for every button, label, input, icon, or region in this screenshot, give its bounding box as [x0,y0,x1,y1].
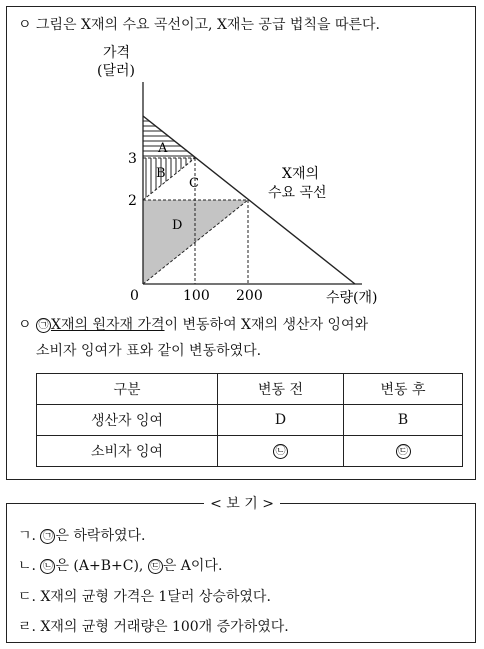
option-marker: ㄷ. [18,589,36,605]
y-tick-3: 3 [128,151,137,167]
y-axis-label-2: (달러) [97,63,135,79]
option-marker: ㄹ. [18,619,36,635]
table-cell [218,436,344,467]
bogi-option-d [18,616,289,636]
table-cell: D [218,405,344,436]
table-header-row [37,374,463,405]
table-row [37,405,463,436]
bogi-title: < 보 기 > [0,493,484,513]
y-axis-label-1: 가격 [103,45,131,61]
option-text: 은 하락하였다. [55,528,146,544]
question-paragraph-line2: 소비자 잉여가 표와 같이 변동하였다. [36,343,262,359]
marker-circled-3: ㉢ [148,559,163,574]
marker-circled-1: ㉠ [36,318,51,333]
question-paragraph-line1 [18,314,368,334]
para-underlined: X재의 원자재 가격 [50,317,165,333]
question-intro: ㅇ 그림은 X재의 수요 곡선이고, X재는 공급 법칙을 따른다. [18,17,380,33]
table-cell: B [344,405,463,436]
x-tick-100: 100 [183,288,210,304]
curve-label-2: 수요 곡선 [268,185,327,201]
x-axis-label: 수량(개) [326,290,378,306]
table-header: 구분 [37,374,218,405]
surplus-table [36,373,463,467]
table-cell [344,436,463,467]
demand-curve-graph [0,0,484,320]
x-tick-200: 200 [236,288,263,304]
y-tick-2: 2 [128,193,137,209]
marker-circled-2: ㉡ [40,559,55,574]
marker-circled-1: ㉠ [40,529,55,544]
bogi-option-b [18,555,222,575]
bogi-option-a [18,525,145,545]
option-text: X재의 균형 거래량은 100개 증가하였다. [40,619,289,635]
para-rest: 이 변동하여 X재의 생산자 잉여와 [164,317,369,333]
marker-circled-3: ㉢ [396,444,411,459]
table-cell: 소비자 잉여 [37,436,218,467]
region-d-label: D [172,218,183,233]
marker-circled-2: ㉡ [273,444,288,459]
region-a-label: A [158,141,168,156]
option-text: 은 (A+B+C), [55,558,148,574]
table-cell: 생산자 잉여 [37,405,218,436]
table-row [37,436,463,467]
option-marker: ㄱ. [18,528,36,544]
option-marker: ㄴ. [18,558,36,574]
para-bullet: ㅇ [18,317,36,333]
option-text: X재의 균형 가격은 1달러 상승하였다. [40,589,271,605]
option-text: 은 A이다. [162,558,223,574]
origin-label: 0 [130,288,139,304]
region-c-label: C [189,176,199,191]
curve-label-1: X재의 [282,166,320,182]
table-header: 변동 전 [218,374,344,405]
region-b-label: B [156,166,166,181]
table-header: 변동 후 [344,374,463,405]
bogi-option-c [18,586,271,606]
